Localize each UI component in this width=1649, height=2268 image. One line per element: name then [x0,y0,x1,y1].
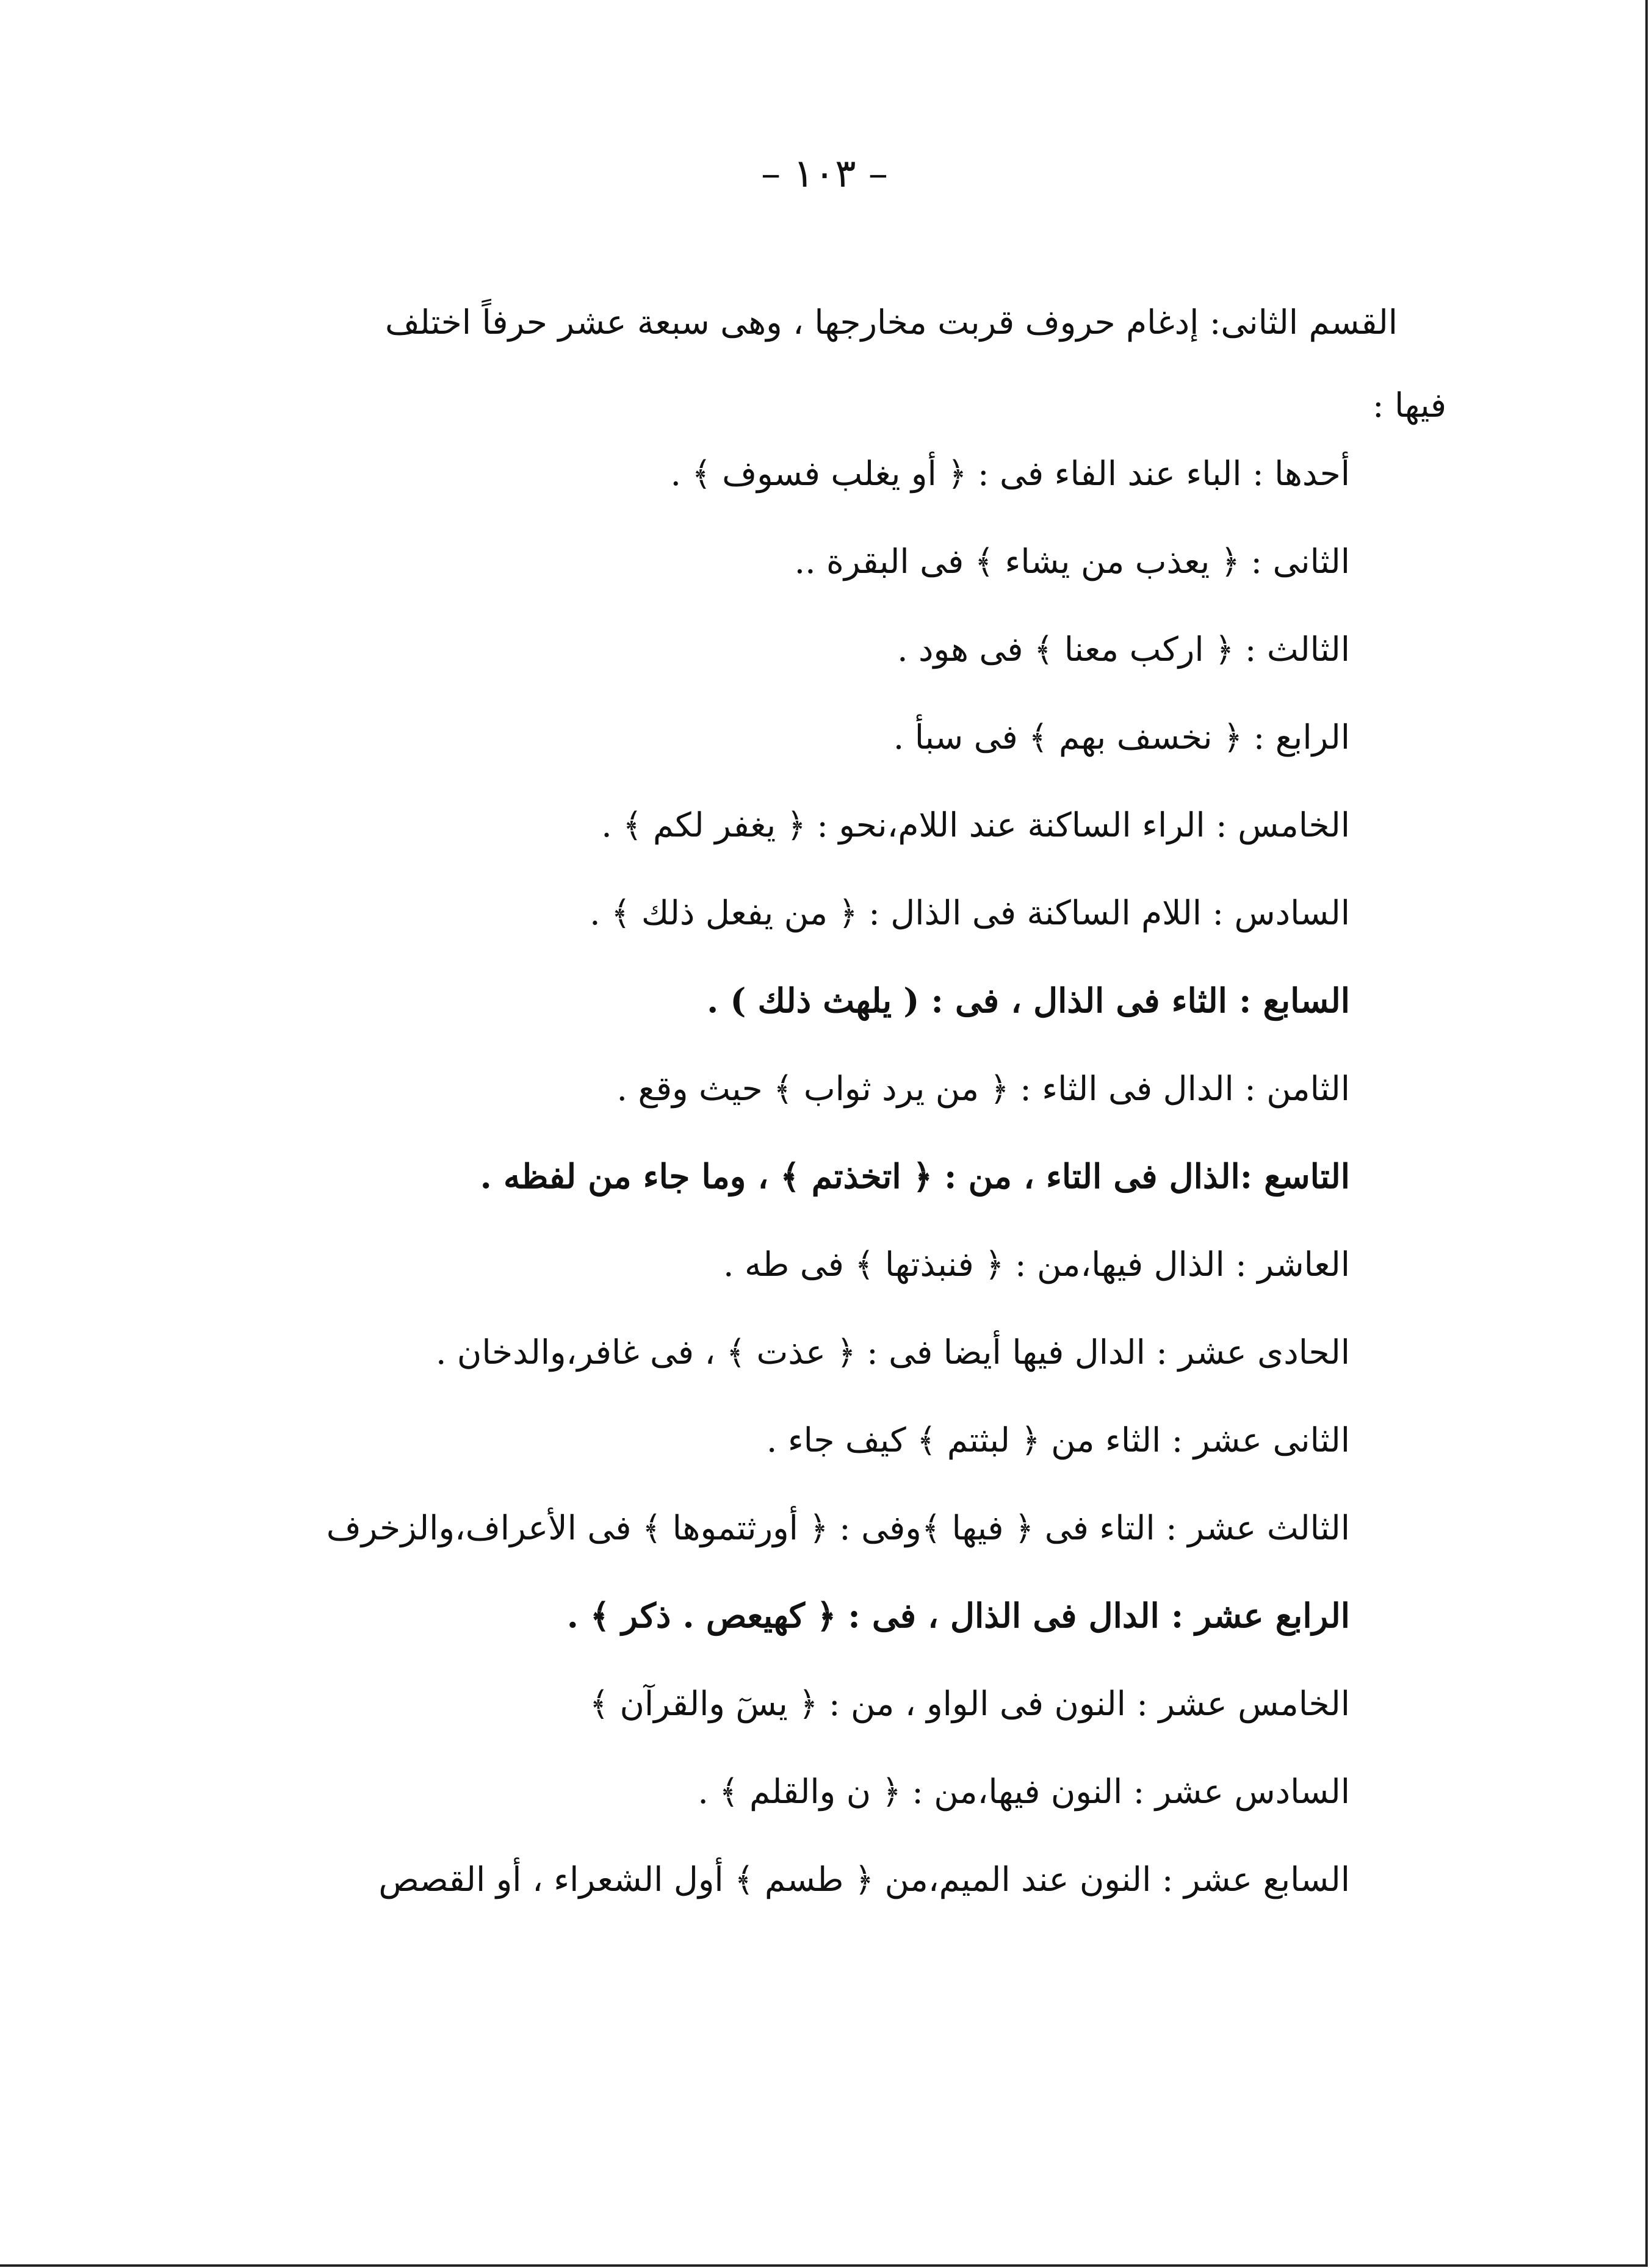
list-item [251,1572,1350,1660]
list-item-text: السادس عشر : النون فيها،من : ﴿ ن والقلم ﴾ . [698,1772,1350,1811]
list-item-text: الثالث : ﴿ اركب معنا ﴾ فى هود . [897,630,1350,669]
list-item-text: الرابع عشر : الدال فى الذال ، فى : ﴿ كهيعص . ذكر ﴾ . [566,1596,1350,1635]
list-item-text: الحادى عشر : الدال فيها أيضا فى : ﴿ عذت ﴾ ، فى غافر،والدخان . [435,1333,1350,1372]
list-item [251,1132,1350,1220]
list-item-text: الرابع : ﴿ نخسف بهم ﴾ فى سبأ . [893,718,1350,757]
list-item [251,1308,1350,1396]
list-item-text: الثانى : ﴿ يعذب من يشاء ﴾ فى البقرة .. [794,542,1350,581]
intro-paragraph [250,281,1446,447]
list-item [251,1220,1350,1308]
letters-list [251,430,1350,1923]
intro-line-2: فيها : [1372,386,1446,425]
list-item-text: الثامن : الدال فى الثاء : ﴿ من يرد ثواب ﴾ حيث وقع . [616,1069,1350,1108]
list-item [251,1045,1350,1132]
page-number: – ١٠٣ – [761,151,888,196]
list-item-text: العاشر : الذال فيها،من : ﴿ فنبذتها ﴾ فى طه . [723,1245,1350,1284]
list-item-text: التاسع :الذال فى التاء ، من : ﴿ اتخذتم ﴾ ، وما جاء من لفظه . [480,1156,1350,1196]
list-item [251,605,1350,693]
list-item [251,517,1350,605]
list-item [251,693,1350,781]
list-item-text: الخامس : الراء الساكنة عند اللام،نحو : ﴿ يغفر لكم ﴾ . [601,805,1350,844]
list-item-text: السابع عشر : النون عند الميم،من ﴿ طسم ﴾ أول الشعراء ، أو القصص [378,1860,1350,1899]
list-item [251,781,1350,869]
list-item [251,1835,1350,1923]
intro-line-1: القسم الثانى: إدغام حروف قربت مخارجها ، وهى سبعة عشر حرفاً اختلف [384,303,1398,342]
list-item-text: الثانى عشر : الثاء من ﴿ لبثتم ﴾ كيف جاء . [766,1420,1350,1460]
list-item-text: الثالث عشر : التاء فى ﴿ فيها ﴾وفى : ﴿ أورثتموها ﴾ فى الأعراف،والزخرف [326,1508,1350,1547]
list-item [251,1660,1350,1748]
list-item-text: السادس : اللام الساكنة فى الذال : ﴿ من يفعل ذلك ﴾ . [590,893,1350,932]
list-item [251,1396,1350,1484]
list-item [251,957,1350,1045]
list-item-text: السابع : الثاء فى الذال ، فى : ( يلهث ذلك ) . [707,981,1350,1020]
list-item [251,869,1350,957]
list-item-text: أحدها : الباء عند الفاء فى : ﴿ أو يغلب فسوف ﴾ . [670,454,1350,493]
list-item [251,1484,1350,1572]
list-item [251,430,1350,517]
list-item [251,1748,1350,1835]
list-item-text: الخامس عشر : النون فى الواو ، من : ﴿ يسٓ والقرآن ﴾ [589,1684,1350,1723]
